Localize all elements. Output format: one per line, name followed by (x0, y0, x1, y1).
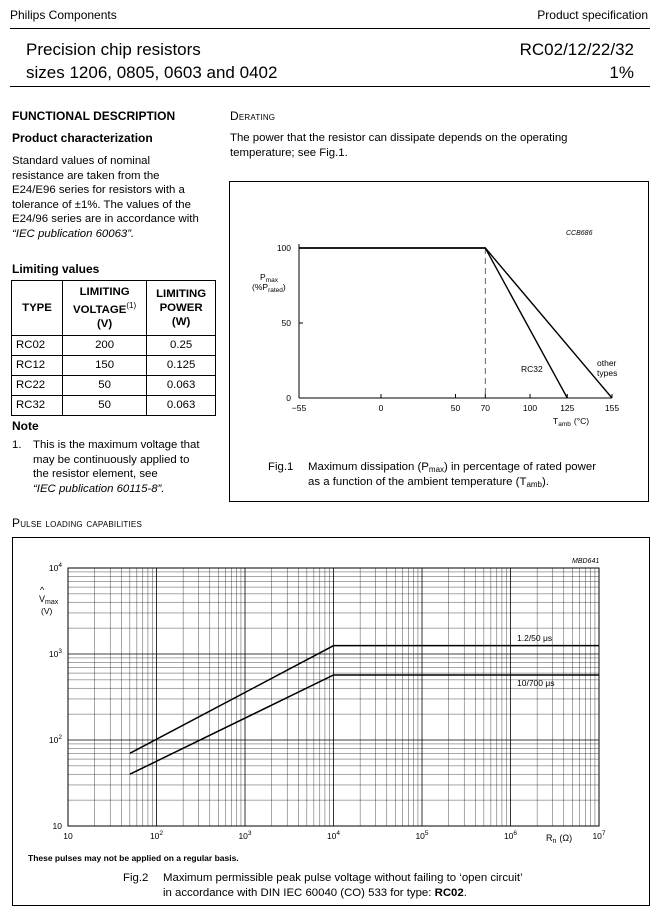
y-tick-label: $10^2$ (48, 734, 62, 745)
x-tick-label: 50 (450, 403, 461, 413)
cell-power: 0.063 (147, 375, 216, 395)
col-power-line2: POWER (159, 301, 203, 314)
cell-voltage: 150 (63, 355, 147, 375)
product-characterization-text (12, 154, 217, 242)
cell-type: RC22 (12, 375, 63, 395)
text-line: the resistor element, see (33, 468, 158, 481)
iec-reference: “IEC publication 60115-8”. (33, 482, 165, 495)
figure-2-caption-line1: Maximum permissible peak pulse voltage without failing to ‘open circuit’ (163, 872, 523, 884)
y-label-main: P (260, 272, 266, 282)
x-axis-label (546, 833, 572, 845)
col-type: TYPE (12, 281, 63, 336)
x-tick-label: $10^5$ (415, 830, 429, 841)
table-row (12, 395, 216, 415)
x-tick-label: 0 (378, 403, 384, 413)
col-voltage-line2 (67, 299, 142, 317)
document-title-line2: sizes 1206, 0805, 0603 and 0402 (26, 63, 278, 82)
text-line: This is the maximum voltage that (33, 439, 200, 451)
caption-post: ). (542, 476, 549, 488)
text-line: resistance are taken from the (12, 169, 160, 182)
figure-1-number: Fig.1 (268, 461, 294, 473)
series-label-1: 1.2/50 μs (517, 633, 553, 643)
series-line-rc32 (299, 248, 567, 398)
y-label-sub: rated (268, 287, 283, 294)
x-tick-label: 100 (522, 403, 538, 413)
y-axis-unit: (V) (41, 606, 53, 616)
table-row (12, 355, 216, 375)
derating-chart (230, 182, 648, 501)
text-line: The power that the resistor can dissipate depends on the operating (230, 132, 568, 144)
derating-text (230, 131, 640, 160)
series-line-1 (130, 646, 599, 754)
y-tick-label: 0 (286, 393, 291, 403)
header-rule-top (10, 28, 650, 29)
caption-pre: in accordance with DIN IEC 60040 (CO) 533 for type: (163, 887, 435, 899)
figure-2-number: Fig.2 (123, 872, 149, 884)
x-tick-label: $10^4$ (326, 830, 341, 841)
y-axis-label (39, 594, 59, 606)
text-line: E24/96 series are in accordance with (12, 213, 199, 226)
x-tick-label: 10 (63, 831, 73, 841)
x-label-unit: (Ω) (559, 833, 573, 843)
col-voltage (63, 281, 147, 336)
pulse-plot (49, 562, 606, 841)
caption-sub: max (428, 465, 445, 474)
y-tick-label: 50 (281, 318, 291, 328)
caption-pre: as a function of the ambient temperature (T (308, 476, 527, 488)
document-type: Product specification (537, 8, 648, 22)
derating-plot (277, 243, 620, 413)
figure-1-frame (229, 181, 649, 502)
y-label-sub: max (45, 599, 59, 606)
series-label-2: 10/700 μs (517, 678, 555, 688)
footnote-mark: (1) (126, 301, 137, 310)
y-tick-label: $10^4$ (48, 562, 62, 573)
x-tick-label: $10^3$ (238, 830, 252, 841)
pulse-chart (13, 538, 649, 905)
x-label-sub: amb (558, 421, 571, 428)
product-characterization-heading: Product characterization (12, 131, 153, 145)
col-power (147, 281, 216, 336)
series-label-rc32: RC32 (521, 364, 543, 374)
pulse-loading-heading: Pulse loading capabilities (12, 516, 142, 530)
part-number: RC02/12/22/32 (519, 40, 634, 59)
note-text (33, 438, 218, 496)
text-line: Standard values of nominal (12, 155, 151, 167)
caption-sub: amb (526, 480, 542, 489)
x-tick-label: 155 (604, 403, 620, 413)
y-label-main: V (39, 594, 46, 604)
x-tick-label: −55 (291, 403, 307, 413)
table-header-row (12, 281, 216, 336)
text-line: tolerance of ±1%. The values of the (12, 198, 191, 211)
x-label-sub: n (552, 838, 557, 845)
col-voltage-unit: (V) (96, 317, 113, 330)
functional-description-heading: FUNCTIONAL DESCRIPTION (12, 109, 176, 123)
note-number: 1. (12, 439, 22, 451)
cell-voltage: 50 (63, 395, 147, 415)
y-tick-label: 100 (276, 243, 291, 253)
col-voltage-line1: LIMITING (79, 286, 130, 298)
figure-1-caption-line2 (308, 476, 549, 489)
series-label-other-line1: other (597, 358, 617, 368)
x-label-main: R (546, 833, 553, 843)
x-tick-label: $10^7$ (592, 830, 606, 841)
caption-post: ) in percentage of rated power (444, 461, 596, 473)
cell-voltage: 200 (63, 335, 147, 355)
cell-voltage: 50 (63, 375, 147, 395)
chart-id-code: CCB686 (566, 230, 593, 237)
x-tick-label: 70 (480, 403, 491, 413)
table-row (12, 335, 216, 355)
header-rule-bottom (10, 86, 650, 87)
document-title-line1: Precision chip resistors (26, 40, 201, 59)
x-label-unit: (°C) (573, 416, 590, 426)
company-name: Philips Components (10, 8, 117, 22)
text-line: temperature; see Fig.1. (230, 146, 348, 159)
y-label-post: ) (282, 282, 286, 292)
cell-power: 0.125 (147, 355, 216, 375)
series-label-other-line2: types (597, 368, 618, 378)
derating-heading: Derating (230, 109, 276, 123)
pulse-note: These pulses may not be applied on a regular basis. (28, 853, 239, 863)
figure-1-caption-line1 (308, 461, 596, 474)
text-line: may be continuously applied to (33, 453, 190, 466)
note-heading: Note (12, 419, 39, 433)
series-line-other-types (299, 248, 612, 398)
cell-power: 0.25 (147, 335, 216, 355)
x-tick-label: $10^2$ (149, 830, 164, 841)
col-voltage-word: VOLTAGE (73, 303, 127, 316)
cell-type: RC02 (12, 335, 63, 355)
figure-2-caption-line2 (163, 887, 467, 899)
x-label-main: T (553, 416, 559, 426)
cell-type: RC32 (12, 395, 63, 415)
caption-post: . (463, 887, 467, 899)
limiting-values-heading: Limiting values (12, 262, 100, 276)
table-row (12, 375, 216, 395)
y-label-hat: ^ (40, 585, 45, 595)
y-label-sub: max (265, 277, 278, 284)
series-line-2 (130, 675, 599, 774)
figure-2-frame (12, 537, 650, 906)
cell-power: 0.063 (147, 395, 216, 415)
x-axis-label (553, 416, 589, 428)
y-tick-label: 10 (52, 821, 62, 831)
x-tick-label: $10^6$ (503, 830, 518, 841)
cell-type: RC12 (12, 355, 63, 375)
chart-id-code: MBD641 (572, 558, 600, 565)
x-tick-label: 125 (560, 403, 575, 413)
iec-reference: “IEC publication 60063”. (12, 227, 135, 240)
y-tick-label: $10^3$ (48, 648, 62, 659)
y-label-pre: (%P (252, 282, 269, 292)
col-power-unit: (W) (171, 315, 191, 328)
caption-bold: RC02 (434, 887, 464, 899)
tolerance: 1% (609, 63, 634, 82)
limiting-values-table (11, 280, 216, 416)
text-line: E24/E96 series for resistors with a (12, 184, 185, 197)
caption-pre: Maximum dissipation (P (308, 461, 429, 473)
col-power-line1: LIMITING (156, 287, 207, 300)
